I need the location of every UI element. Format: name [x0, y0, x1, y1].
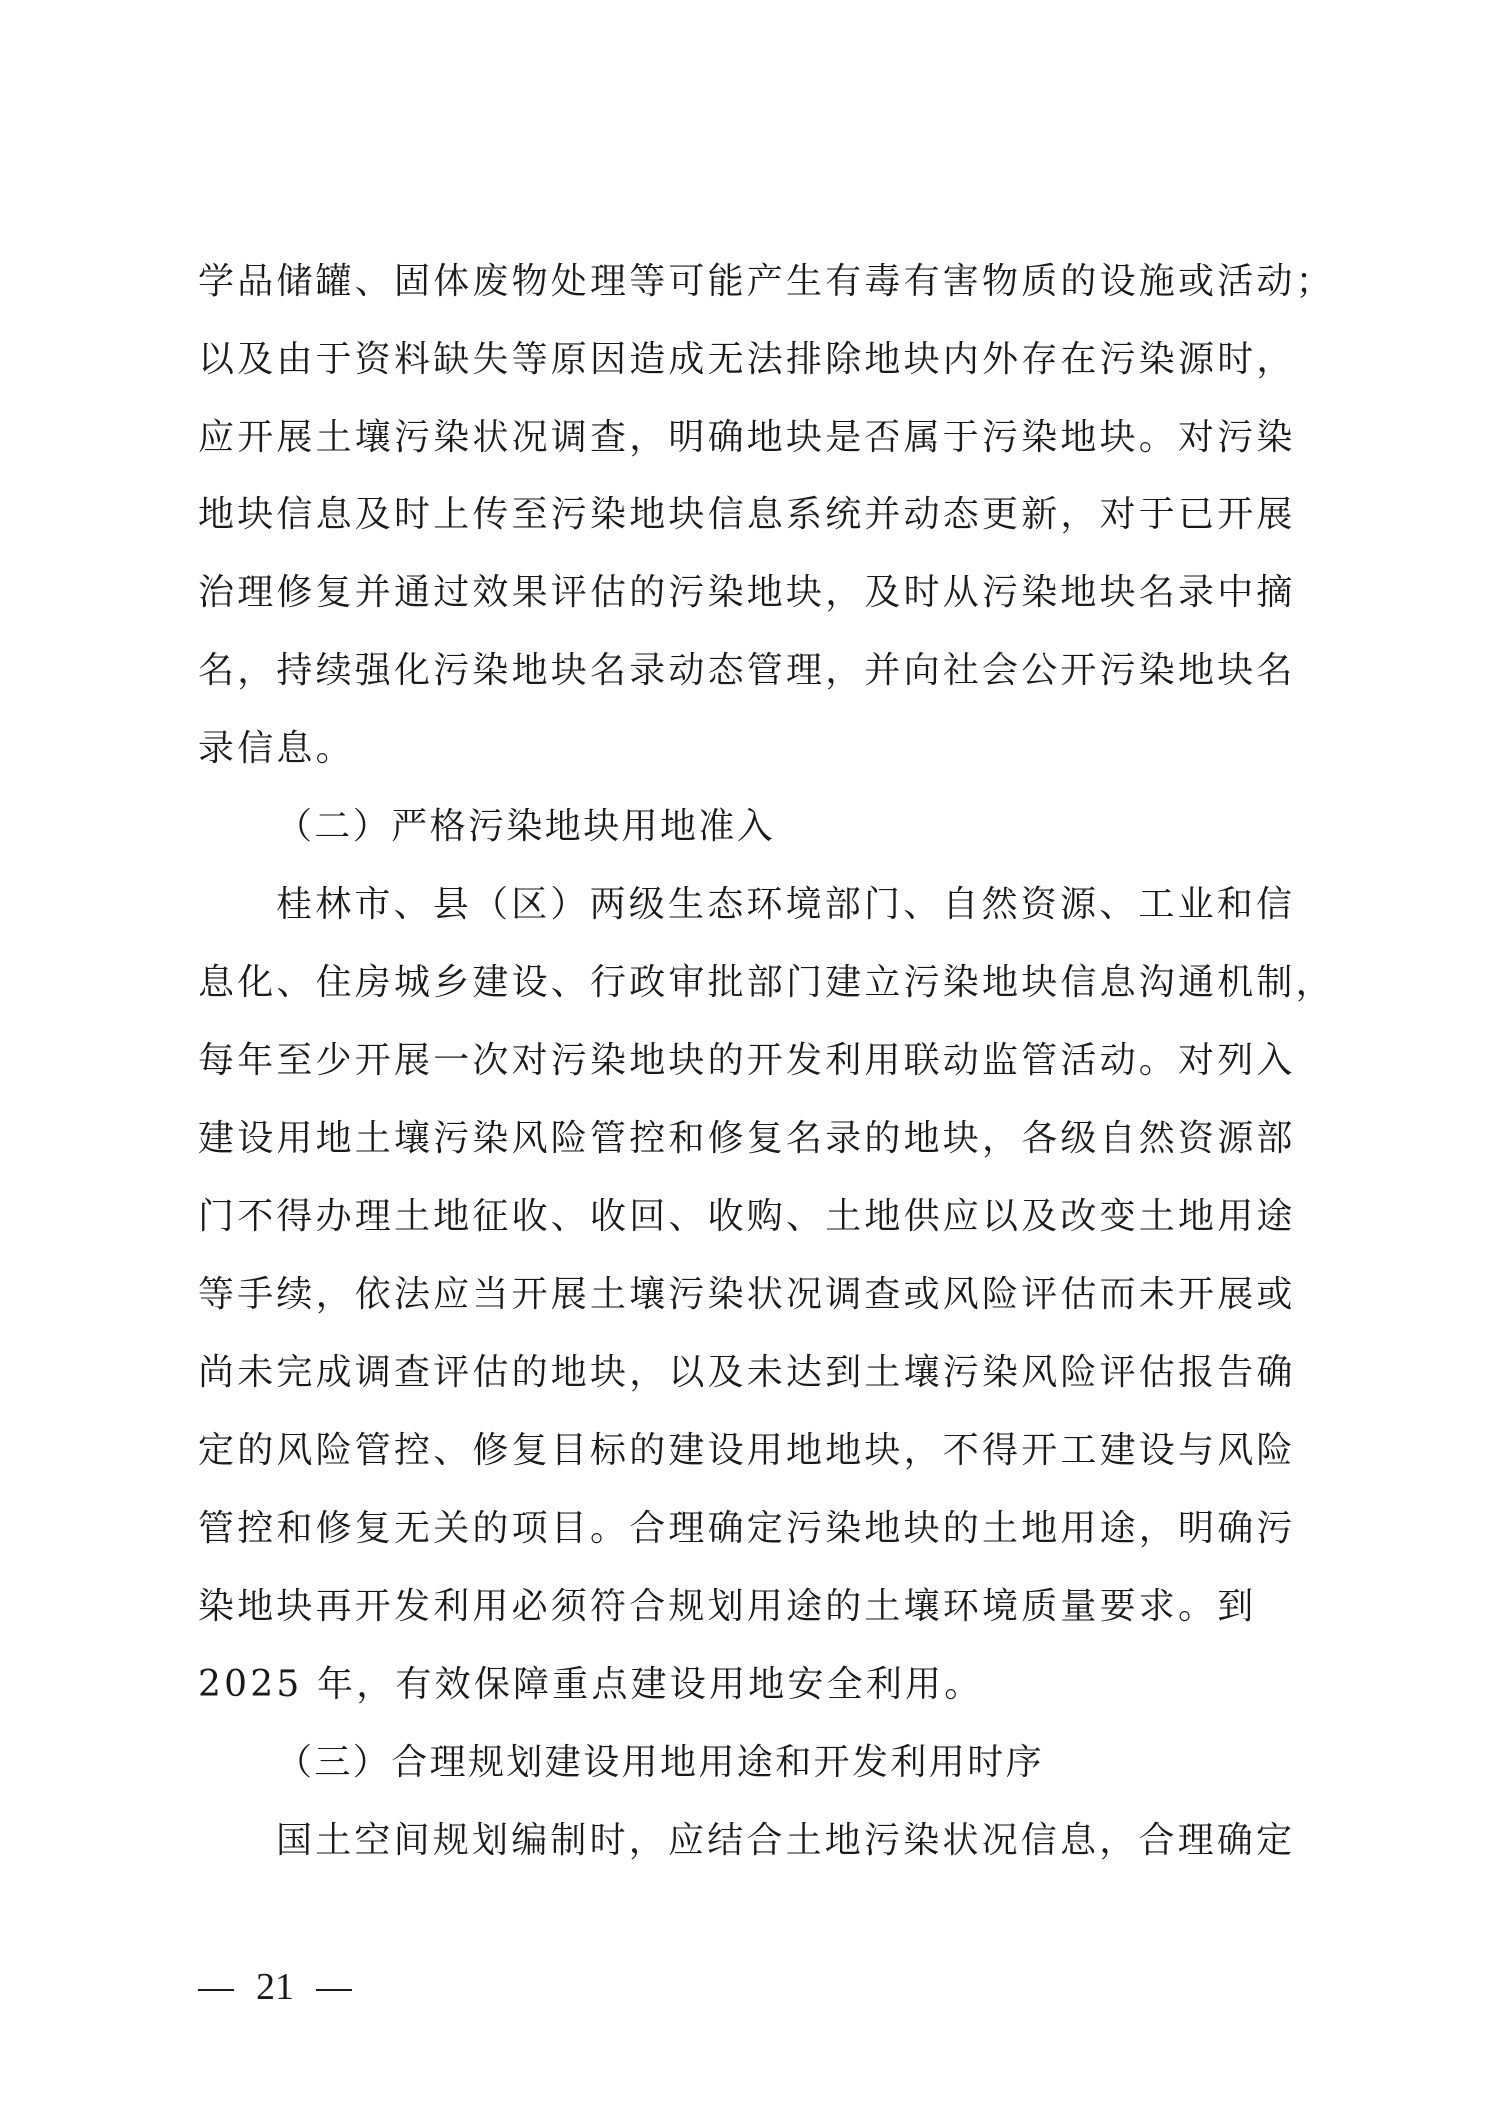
- body-text-line: 每年至少开展一次对污染地块的开发利用联动监管活动。对列入: [198, 1040, 1296, 1081]
- page-footer: [198, 1965, 352, 2010]
- body-text-line: 名，持续强化污染地块名录动态管理，并向社会公开污染地块名: [198, 650, 1296, 691]
- body-text-line: 建设用地土壤污染风险管控和修复名录的地块，各级自然资源部: [198, 1118, 1296, 1159]
- body-text-line: 地块信息及时上传至污染地块信息系统并动态更新，对于已开展: [198, 494, 1296, 535]
- body-text-line: 息化、住房城乡建设、行政审批部门建立污染地块信息沟通机制，: [198, 962, 1335, 1003]
- body-text-line: 染地块再开发利用必须符合规划用途的土壤环境质量要求。到: [198, 1586, 1257, 1627]
- body-text-line: 治理修复并通过效果评估的污染地块，及时从污染地块名录中摘: [198, 572, 1296, 613]
- body-text-line: 门不得办理土地征收、收回、收购、土地供应以及改变土地用途: [198, 1196, 1296, 1237]
- body-text-line: 应开展土壤污染状况调查，明确地块是否属于污染地块。对污染: [198, 417, 1296, 458]
- section-heading: （三）合理规划建设用地用途和开发利用时序: [276, 1742, 1045, 1783]
- footer-dash-left: [198, 1989, 234, 1991]
- body-text-line: 尚未完成调查评估的地块，以及未达到土壤污染风险评估报告确: [198, 1352, 1296, 1393]
- body-text-line: 等手续，依法应当开展土壤污染状况调查或风险评估而未开展或: [198, 1274, 1296, 1315]
- body-text-line: 录信息。: [198, 728, 355, 769]
- body-text-line: 定的风险管控、修复目标的建设用地地块，不得开工建设与风险: [198, 1430, 1296, 1471]
- body-text-line: 以及由于资料缺失等原因造成无法排除地块内外存在污染源时，: [198, 339, 1296, 380]
- body-text-line: 2025 年，有效保障重点建设用地安全利用。: [198, 1664, 984, 1705]
- body-text-line: 学品储罐、固体废物处理等可能产生有毒有害物质的设施或活动；: [198, 261, 1335, 302]
- page-number: 21: [256, 1966, 294, 2008]
- body-text-line: 管控和修复无关的项目。合理确定污染地块的土地用途，明确污: [198, 1508, 1296, 1549]
- paragraph-first-line: 桂林市、县（区）两级生态环境部门、自然资源、工业和信: [276, 884, 1296, 925]
- paragraph-first-line: 国土空间规划编制时，应结合土地污染状况信息，合理确定: [276, 1820, 1296, 1861]
- section-heading: （二）严格污染地块用地准入: [276, 806, 776, 847]
- footer-dash-right: [316, 1989, 352, 1991]
